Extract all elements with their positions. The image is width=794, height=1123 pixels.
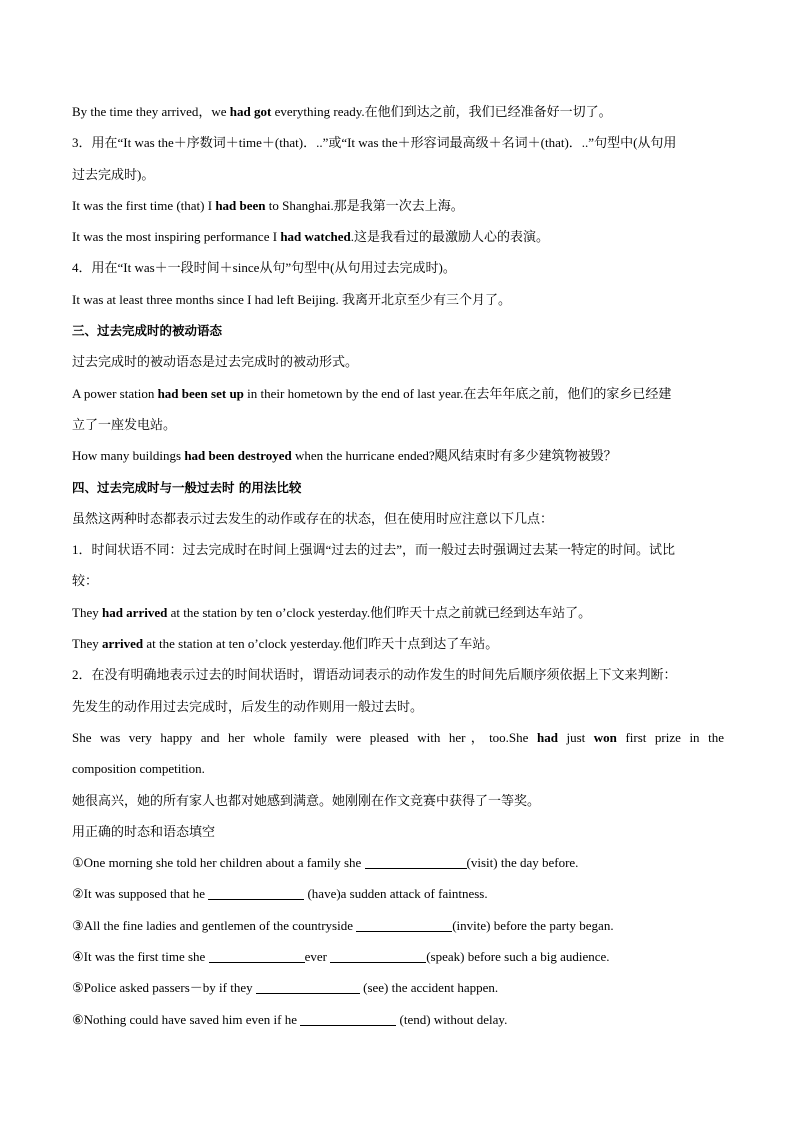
text-segment: It was the most inspiring performance I <box>72 229 281 245</box>
answer-blank[interactable] <box>256 980 360 994</box>
bold-verb-phrase: had <box>536 729 558 745</box>
text-segment: A power station <box>72 385 158 401</box>
bold-verb-phrase: had got <box>229 104 272 119</box>
text-segment: ②It was supposed that he <box>72 886 209 902</box>
text-segment: just <box>557 729 594 745</box>
text-line <box>72 691 724 722</box>
text-segment: 过去完成时)。 <box>72 166 155 182</box>
answer-blank[interactable] <box>208 886 304 900</box>
text-segment: .这是我看过的最激励人心的表演。 <box>350 229 550 245</box>
text-line <box>72 409 724 440</box>
text-segment: 过去完成时的被动语态是过去完成时的被动形式。 <box>72 354 359 370</box>
text-line <box>72 753 724 784</box>
text-segment: 用正确的时态和语态填空 <box>72 823 216 839</box>
text-segment: when the hurricane ended?飓风结束时有多少建筑物被毁？ <box>291 448 617 464</box>
text-segment: They <box>72 636 102 652</box>
text-segment: 立了一座发电站。 <box>72 416 177 432</box>
text-line <box>72 378 724 409</box>
text-line <box>72 503 724 534</box>
text-segment: first prize in the <box>616 729 724 745</box>
bold-verb-phrase: arrived <box>101 636 144 652</box>
text-segment: composition competition. <box>72 761 205 777</box>
text-segment: (tend) without delay. <box>396 1011 508 1027</box>
bold-verb-phrase: had been set up <box>157 385 244 401</box>
text-line <box>72 722 724 753</box>
text-segment: ⑤Police asked passers－by if they <box>72 980 256 996</box>
text-line <box>72 628 724 659</box>
text-segment: She was very happy and her whole family were pleased with her，too.She <box>72 729 537 745</box>
text-line <box>72 847 724 878</box>
text-line <box>72 941 724 972</box>
text-line <box>72 252 724 283</box>
text-segment: 1．时间状语不同：过去完成时在时间上强调“过去的过去”，而一般过去时强调过去某一特定的时间。试比 <box>72 542 676 558</box>
text-line <box>72 816 724 847</box>
text-line <box>72 910 724 941</box>
answer-blank[interactable] <box>356 918 452 932</box>
text-line <box>72 878 724 909</box>
text-segment: (see) the accident happen. <box>359 980 499 996</box>
text-line <box>72 972 724 1003</box>
text-segment: ①One morning she told her children about a family she <box>72 855 365 871</box>
text-segment: everything ready.在他们到达之前，我们已经准备好一切了。 <box>271 104 612 119</box>
text-segment: 先发生的动作用过去完成时，后发生的动作则用一般过去时。 <box>72 698 424 714</box>
text-line <box>72 1004 724 1035</box>
answer-blank[interactable] <box>330 949 426 963</box>
text-line <box>72 785 724 816</box>
text-line <box>72 159 724 190</box>
bold-verb-phrase: had watched <box>280 229 351 245</box>
text-segment: It was at least three months since I had left Beijing. 我离开北京至少有三个月了。 <box>72 291 512 307</box>
text-segment: at the station at ten o’clock yesterday.他们昨天十点到达了车站。 <box>143 636 499 652</box>
text-segment: 2．在没有明确地表示过去的时间状语时，谓语动词表示的动作发生的时间先后顺序须依据上下文来判断： <box>72 667 677 683</box>
text-segment: 3．用在“It was the＋序数词＋time＋(that)．..”或“It was the＋形容词最高级＋名词＋(that)．..”句型中(从句用 <box>72 135 677 151</box>
text-segment: ⑥Nothing could have saved him even if he <box>72 1011 301 1027</box>
text-segment: at the station by ten o’clock yesterday.他们昨天十点之前就已经到达车站了。 <box>167 604 592 620</box>
bold-verb-phrase: won <box>593 729 617 745</box>
answer-blank[interactable] <box>365 855 467 869</box>
text-segment: By the time they arrived，we <box>72 104 230 119</box>
text-line <box>72 284 724 315</box>
text-line <box>72 597 724 628</box>
bold-verb-phrase: had been destroyed <box>184 448 292 464</box>
document-page <box>72 96 724 1035</box>
text-segment: 三、过去完成时的被动语态 <box>72 323 223 339</box>
text-segment: ④It was the first time she <box>72 949 209 965</box>
answer-blank[interactable] <box>300 1012 396 1026</box>
text-segment: to Shanghai.那是我第一次去上海。 <box>265 197 464 213</box>
text-segment: How many buildings <box>72 448 185 464</box>
text-segment: (visit) the day before. <box>466 855 579 871</box>
text-segment: They <box>72 604 102 620</box>
text-segment: 四、过去完成时与一般过去时 的用法比较 <box>72 479 302 495</box>
text-segment: 她很高兴，她的所有家人也都对她感到满意。她刚刚在作文竞赛中获得了一等奖。 <box>72 792 541 808</box>
text-segment: 虽然这两种时态都表示过去发生的动作或存在的状态，但在使用时应注意以下几点： <box>72 510 554 526</box>
section-heading <box>72 315 724 346</box>
answer-blank[interactable] <box>209 949 305 963</box>
text-segment: ③All the fine ladies and gentlemen of the countryside <box>72 917 357 933</box>
text-line <box>72 221 724 252</box>
bold-verb-phrase: had arrived <box>101 604 168 620</box>
text-segment: (speak) before such a big audience. <box>426 949 610 965</box>
text-segment: ever <box>304 949 331 965</box>
text-line <box>72 534 724 565</box>
text-line <box>72 190 724 221</box>
text-segment: 较： <box>72 573 99 589</box>
section-heading <box>72 472 724 503</box>
text-line <box>72 659 724 690</box>
text-line <box>72 346 724 377</box>
text-segment: (have)a sudden attack of faintness. <box>304 886 488 902</box>
text-segment: (invite) before the party began. <box>452 917 614 933</box>
text-line <box>72 96 724 127</box>
text-segment: It was the first time (that) I <box>72 197 216 213</box>
text-segment: 4．用在“It was＋一段时间＋since从句”句型中(从句用过去完成时)。 <box>72 260 456 276</box>
text-line <box>72 565 724 596</box>
text-segment: in their hometown by the end of last year.在去年年底之前，他们的家乡已经建 <box>243 385 672 401</box>
bold-verb-phrase: had been <box>215 197 266 213</box>
text-line <box>72 127 724 158</box>
text-line <box>72 440 724 471</box>
